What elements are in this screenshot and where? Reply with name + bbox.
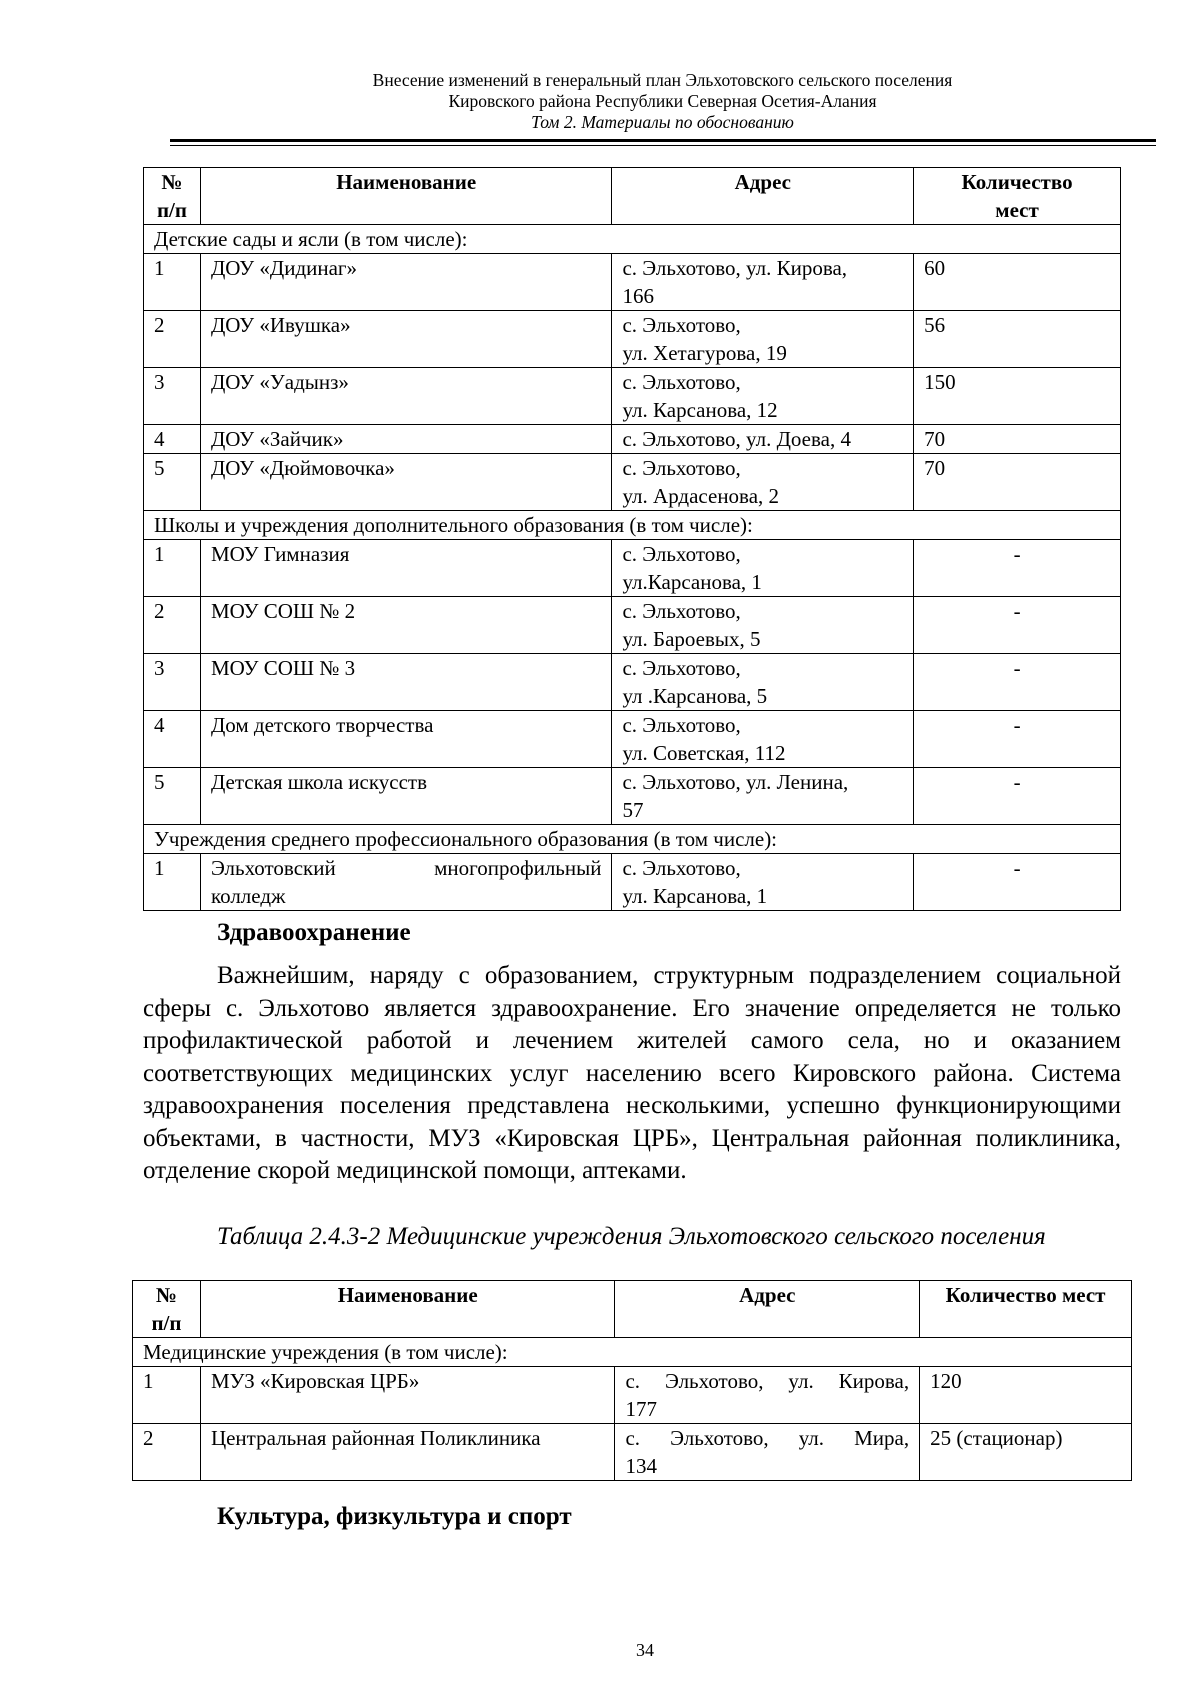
col-header-name: Наименование xyxy=(200,168,612,225)
section-row: Детские сады и ясли (в том числе): xyxy=(144,225,1121,254)
heading-culture-sport: Культура, физкультура и спорт xyxy=(217,1503,572,1530)
header-line-3: Том 2. Материалы по обоснованию xyxy=(531,112,794,132)
table-row: 2 МОУ СОШ № 2 с. Эльхотово, ул. Бароевых, 5 - xyxy=(144,597,1121,654)
education-facilities-table xyxy=(143,167,1121,911)
table-row: 1 МОУ Гимназия с. Эльхотово, ул.Карсанова, 1 - xyxy=(144,540,1121,597)
col-header-name: Наименование xyxy=(200,1281,615,1338)
table-row: 4 Дом детского творчества с. Эльхотово, ул. Советская, 112 - xyxy=(144,711,1121,768)
header-line-2: Кировского района Республики Северная Осетия-Алания xyxy=(448,91,877,111)
col-header-num: № п/п xyxy=(144,168,201,225)
table-row: 2 Центральная районная Поликлиника с. Эльхотово, ул. Мира, 134 25 (стационар) xyxy=(133,1424,1132,1481)
table-header-row xyxy=(144,168,1121,225)
table-row: 1 ДОУ «Дидинаг» с. Эльхотово, ул. Кирова, 166 60 xyxy=(144,254,1121,311)
medical-facilities-table xyxy=(132,1280,1132,1481)
table2-caption: Таблица 2.4.3-2 Медицинские учреждения Эльхотовского сельского поселения xyxy=(217,1223,1046,1250)
col-header-count: Количество мест xyxy=(920,1281,1132,1338)
header-rule-thin xyxy=(170,145,1156,146)
section-row: Медицинские учреждения (в том числе): xyxy=(133,1338,1132,1367)
document-header xyxy=(170,70,1155,133)
table-row: 3 МОУ СОШ № 3 с. Эльхотово, ул .Карсанова, 5 - xyxy=(144,654,1121,711)
table-row: 4 ДОУ «Зайчик» с. Эльхотово, ул. Доева, 4 70 xyxy=(144,425,1121,454)
paragraph-healthcare: Важнейшим, наряду с образованием, структурным подразделением социальной сферы с. Эльхотово является здравоохранение. Его значение определяется не только профилактической работой и лечением жителей самого села, но и оказанием соответствующих медицинских услуг населению всего Кировского района. Система здравоохранения поселения представлена несколькими, успешно функционирующими объектами, в частности, МУЗ «Кировская ЦРБ», Центральная районная поликлиника, отделение скорой медицинской помощи, аптеками. xyxy=(143,962,1121,1184)
page-number: 34 xyxy=(636,1640,654,1660)
col-header-address: Адрес xyxy=(612,168,914,225)
table-row: 1 Эльхотовский многопрофильный колледж с. Эльхотово, ул. Карсанова, 1 - xyxy=(144,854,1121,911)
table-row: 2 ДОУ «Ивушка» с. Эльхотово, ул. Хетагурова, 19 56 xyxy=(144,311,1121,368)
col-header-address: Адрес xyxy=(615,1281,920,1338)
header-line-1: Внесение изменений в генеральный план Эльхотовского сельского поселения xyxy=(372,70,953,90)
table-header-row xyxy=(133,1281,1132,1338)
heading-healthcare: Здравоохранение xyxy=(217,919,411,946)
table-row: 5 ДОУ «Дюймовочка» с. Эльхотово, ул. Ардасенова, 2 70 xyxy=(144,454,1121,511)
section-row: Учреждения среднего профессионального образования (в том числе): xyxy=(144,825,1121,854)
table-row: 1 МУЗ «Кировская ЦРБ» с. Эльхотово, ул. Кирова, 177 120 xyxy=(133,1367,1132,1424)
table-row: 3 ДОУ «Уадынз» с. Эльхотово, ул. Карсанова, 12 150 xyxy=(144,368,1121,425)
col-header-count: Количество мест xyxy=(914,168,1121,225)
section-row: Школы и учреждения дополнительного образования (в том числе): xyxy=(144,511,1121,540)
col-header-num: № п/п xyxy=(133,1281,201,1338)
header-rule-thick xyxy=(170,139,1156,142)
table-row: 5 Детская школа искусств с. Эльхотово, ул. Ленина, 57 - xyxy=(144,768,1121,825)
